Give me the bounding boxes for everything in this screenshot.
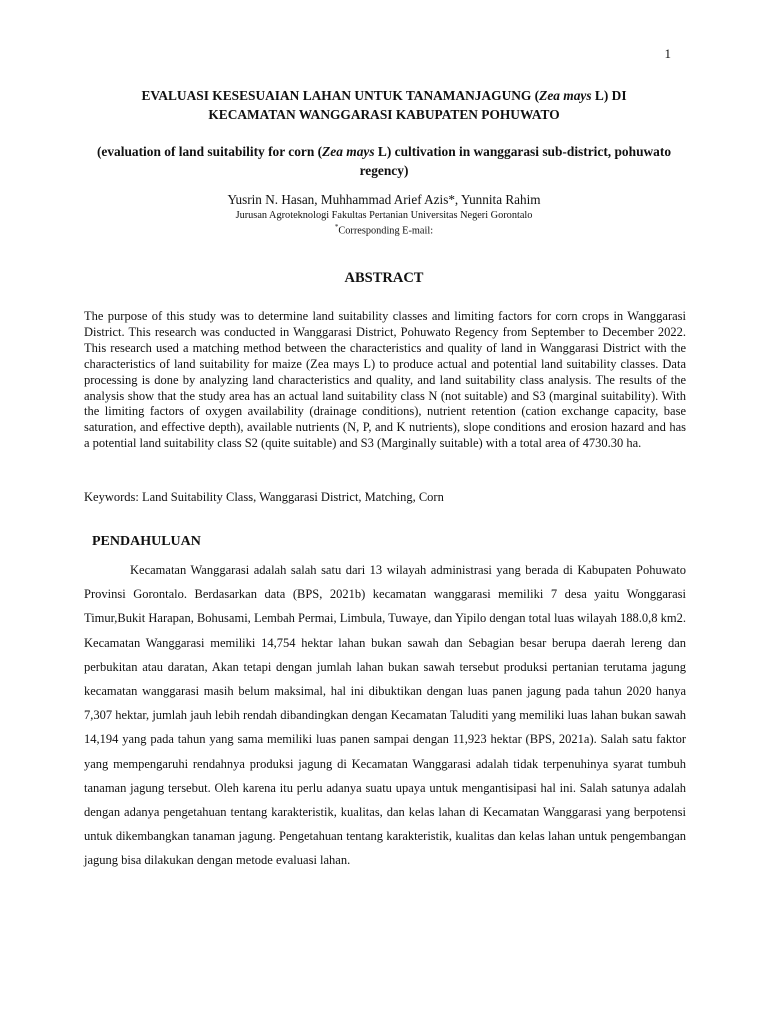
subtitle-suffix: L) cultivation in wanggarasi sub-district, pohuwato regency) <box>359 144 672 178</box>
authors: Yusrin N. Hasan, Muhhammad Arief Azis*, Yunnita Rahim <box>227 192 541 207</box>
corresponding-label: Corresponding E-mail: <box>338 225 434 237</box>
paper-subtitle <box>84 142 684 180</box>
title-line1-suffix: L) DI <box>591 88 627 103</box>
paper-title <box>84 86 684 124</box>
section-body <box>84 558 686 873</box>
corresponding-email <box>84 223 684 236</box>
keywords: Keywords: Land Suitability Class, Wanggarasi District, Matching, Corn <box>84 490 444 504</box>
page-number: 1 <box>664 46 671 61</box>
corresponding-marker: * <box>334 223 339 231</box>
subtitle-species-italic: Zea mays <box>322 144 375 159</box>
intro-paragraph: Kecamatan Wanggarasi adalah salah satu dari 13 wilayah administrasi yang berada di Kabupaten Pohuwato Provinsi Gorontalo. Berdasarkan data (BPS, 2021b) kecamatan wanggarasi memiliki 7 desa yaitu Wonggarasi Timur,Bukit Harapan, Bohusami, Lembah Permai, Limbula, Tuwaye, dan Yipilo dengan total luas wilayah 188.0,8 km2. Kecamatan Wanggarasi memiliki 14,754 hektar lahan bukan sawah dan Sebagian besar berupa daerah lereng dan perbukitan atau daratan, Akan tetapi dengan jumlah lahan bukan sawah tersebut produksi pertanian terutama jagung kecamatan wanggarasi masih belum maksimal, hal ini dibuktikan dengan luas panen jagung pada tahun 2020 hanya 7,307 hektar, jumlah jauh lebih rendah dibandingkan dengan Kecamatan Taluditi yang memiliki luas lahan bukan sawah 14,194 yang pada tahun yang sama memiliki luas panen sampai dengan 11,923 hektar (BPS, 2021a). Salah satu faktor yang mempengaruhi rendahnya produksi jagung di Kecamatan Wanggarasi adalah tidak terpenuhinya syarat tumbuh tanaman jagung tersebut. Oleh karena itu perlu adanya suatu upaya untuk mengantisipasi hal ini. Salah satunya adalah dengan adanya pengetahuan tentang karakteristik, kualitas, dan kelas lahan di Kecamatan Wanggarasi yang berpotensi untuk dikembangkan tanaman jagung. Pengetahuan tentang karakteristik, kualitas dan kelas lahan untuk pengembangan jagung bisa dilakukan dengan metode evaluasi lahan. <box>84 563 686 868</box>
affiliation: Jurusan Agroteknologi Fakultas Pertanian Universitas Negeri Gorontalo <box>235 210 533 221</box>
title-line1-prefix: EVALUASI KESESUAIAN LAHAN UNTUK TANAMANJAGUNG ( <box>141 88 540 103</box>
abstract-body: The purpose of this study was to determine land suitability classes and limiting factors for corn crops in Wanggarasi District. This research was conducted in Wanggarasi District, Pohuwato Regency from September to December 2022. This research used a matching method between the characteristics and quality of land in Wanggarasi District with the characteristics of land suitability for maize (Zea mays L) to produce actual and potential land suitability classes. Data processing is done by analyzing land characteristics and quality, and land suitability class analysis. The results of the analysis show that the study area has an actual land suitability class N (not suitable) and S3 (marginal suitability). With the limiting factors of oxygen availability (drainage conditions), nutrient retention (cation exchange capacity, base saturation, and effective depth), available nutrients (N, P, and K nutrients), slope conditions and erosion hazard and has a potential land suitability class S2 (quite suitable) and S3 (Marginally suitable) with a total area of 4730.30 ha. <box>84 309 686 451</box>
abstract-heading: ABSTRACT <box>344 270 424 286</box>
section-heading-pendahuluan: PENDAHULUAN <box>92 534 201 549</box>
subtitle-prefix: (evaluation of land suitability for corn ( <box>96 144 323 159</box>
title-species-italic: Zea mays <box>539 88 592 103</box>
title-line2: KECAMATAN WANGGARASI KABUPATEN POHUWATO <box>208 107 560 122</box>
